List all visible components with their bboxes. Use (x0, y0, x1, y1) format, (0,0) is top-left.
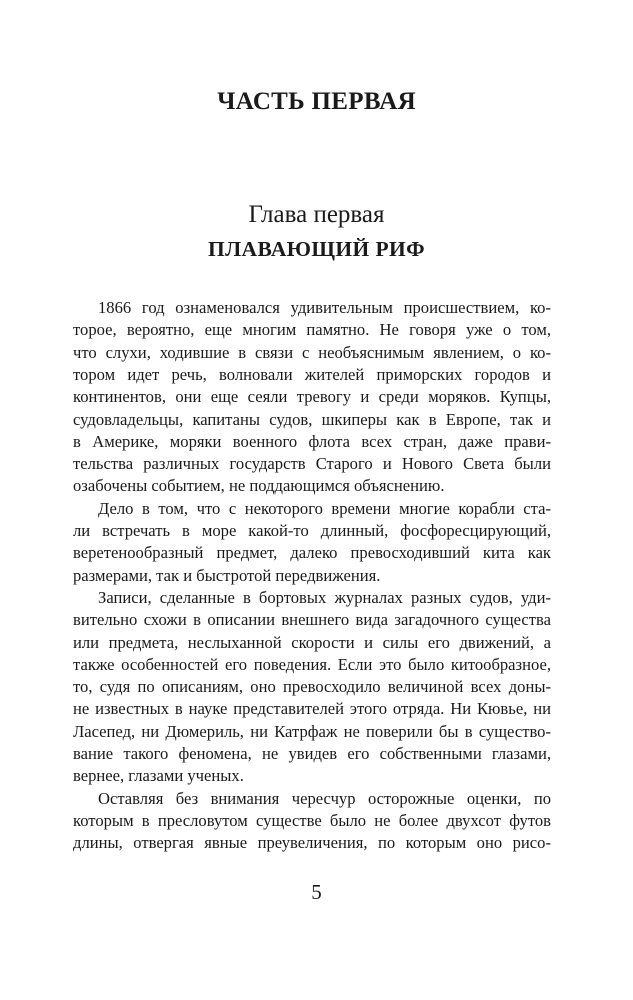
text-line: торое, вероятно, еще многим памятно. Не говоря уже о том, (73, 320, 551, 339)
text-line: которым в пресловутом существе было не более двухсот футов (73, 811, 551, 830)
text-line: также особенностей его поведения. Если это было китообразное, (73, 655, 551, 674)
text-line: размерами, так и быстротой передвижения. (73, 566, 381, 585)
page-number: 5 (311, 880, 322, 904)
text-line: тельства различных государств Старого и Нового Света были (73, 454, 551, 473)
text-line: вительно схожи в описании внешнего вида загадочного существа (73, 610, 551, 629)
text-line: континентов, они еще сеяли тревогу и среди моряков. Купцы, (73, 387, 551, 406)
text-line: Дело в том, что с некоторого времени многие корабли ста- (98, 499, 551, 518)
text-line: длины, отвергая явные преувеличения, по которым оно рисо- (73, 833, 551, 852)
text-line: или предмета, неслыханной скорости и силы его движений, а (73, 633, 551, 652)
text-line: Ласепед, ни Дюмериль, ни Катрфаж не поверили бы в существо- (73, 722, 551, 741)
text-line: ли встречать в море какой-то длинный, фосфоресцирующий, (73, 521, 551, 540)
text-line: то, судя по описаниям, оно превосходило величиной всех доны- (73, 677, 551, 696)
text-line: тором идет речь, волновали жителей приморских городов и (73, 365, 551, 384)
text-line: вание такого феномена, не увидев его собственными глазами, (73, 744, 551, 763)
chapter-number: Глава первая (248, 201, 385, 228)
text-line: озабочены событием, не поддающимся объяснению. (73, 476, 445, 495)
text-line: Оставляя без внимания чересчур осторожные оценки, по (98, 789, 551, 808)
text-line: веретенообразный предмет, далеко превосходивший кита как (73, 543, 551, 562)
text-line: Записи, сделанные в бортовых журналах разных судов, уди- (98, 588, 551, 607)
part-title: ЧАСТЬ ПЕРВАЯ (217, 88, 416, 115)
chapter-title: ПЛАВАЮЩИЙ РИФ (208, 237, 425, 261)
text-line: вернее, глазами ученых. (73, 766, 244, 785)
text-line: судовладельцы, капитаны судов, шкиперы как в Европе, так и (73, 410, 551, 429)
text-line: не известных в науке представителей этого отряда. Ни Кювье, ни (73, 699, 551, 718)
text-line: в Америке, моряки военного флота всех стран, даже прави- (73, 432, 551, 451)
text-line: что слухи, ходившие в связи с необъяснимым явлением, о ко- (73, 343, 551, 362)
text-line: 1866 год ознаменовался удивительным происшествием, ко- (98, 298, 551, 317)
